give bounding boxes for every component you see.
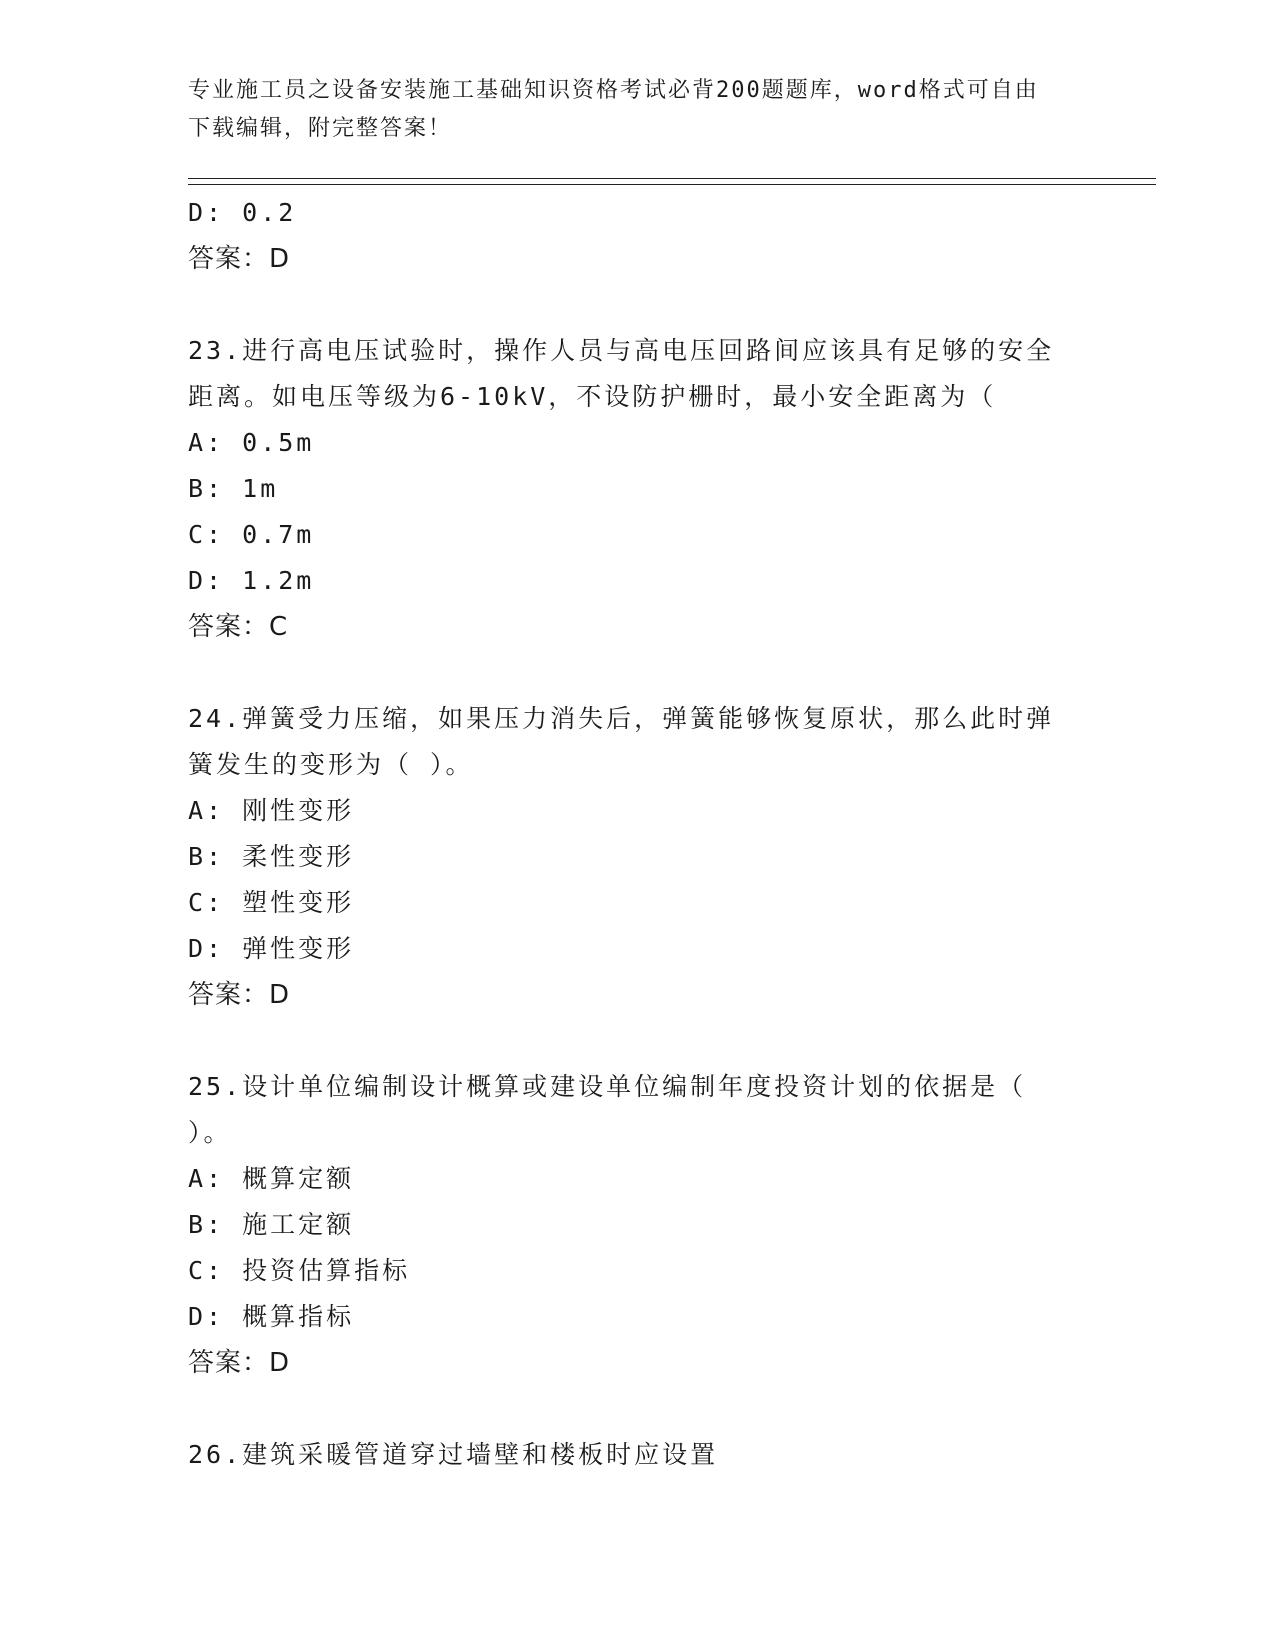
- question-text: 24.弹簧受力压缩，如果压力消失后，弹簧能够恢复原状，那么此时弹: [188, 704, 1055, 733]
- option-d: D: 1.2m: [188, 566, 315, 595]
- question-24: [188, 696, 1108, 1018]
- option-c: C: 0.7m: [188, 520, 315, 549]
- option-a: A: 刚性变形: [188, 796, 355, 825]
- question-26: [188, 1432, 1108, 1478]
- question-text: 26.建筑采暖管道穿过墙壁和楼板时应设置: [188, 1440, 719, 1469]
- header-divider-bottom: [188, 184, 1156, 185]
- prev-option-d: D: 0.2: [188, 198, 297, 227]
- option-d: D: 弹性变形: [188, 934, 355, 963]
- option-d: D: 概算指标: [188, 1302, 355, 1331]
- prev-answer: 答案：D: [188, 244, 291, 274]
- answer: 答案：C: [188, 612, 289, 642]
- header-line-2: 下载编辑，附完整答案！: [188, 116, 453, 141]
- spacer: [188, 282, 1108, 328]
- question-text: 距离。如电压等级为6-10kV，不设防护栅时，最小安全距离为（: [188, 382, 997, 411]
- option-a: A: 概算定额: [188, 1164, 355, 1193]
- spacer: [188, 1018, 1108, 1064]
- question-23: [188, 328, 1108, 650]
- question-text: 25.设计单位编制设计概算或建设单位编制年度投资计划的依据是（: [188, 1072, 1027, 1101]
- document-header: [188, 72, 1088, 148]
- question-text: 23.进行高电压试验时，操作人员与高电压回路间应该具有足够的安全: [188, 336, 1055, 365]
- spacer: [188, 1386, 1108, 1432]
- question-text: 簧发生的变形为（ ）。: [188, 750, 474, 779]
- header-divider-top: [188, 178, 1156, 179]
- header-line-1: 专业施工员之设备安装施工基础知识资格考试必背200题题库，word格式可自由: [188, 78, 1039, 103]
- answer: 答案：D: [188, 1348, 291, 1378]
- option-c: C: 塑性变形: [188, 888, 355, 917]
- answer: 答案：D: [188, 980, 291, 1010]
- option-c: C: 投资估算指标: [188, 1256, 411, 1285]
- question-list: [188, 190, 1108, 1478]
- option-b: B: 施工定额: [188, 1210, 355, 1239]
- question-text: ）。: [188, 1118, 232, 1147]
- option-a: A: 0.5m: [188, 428, 315, 457]
- option-b: B: 1m: [188, 474, 279, 503]
- spacer: [188, 650, 1108, 696]
- question-25: [188, 1064, 1108, 1386]
- option-b: B: 柔性变形: [188, 842, 355, 871]
